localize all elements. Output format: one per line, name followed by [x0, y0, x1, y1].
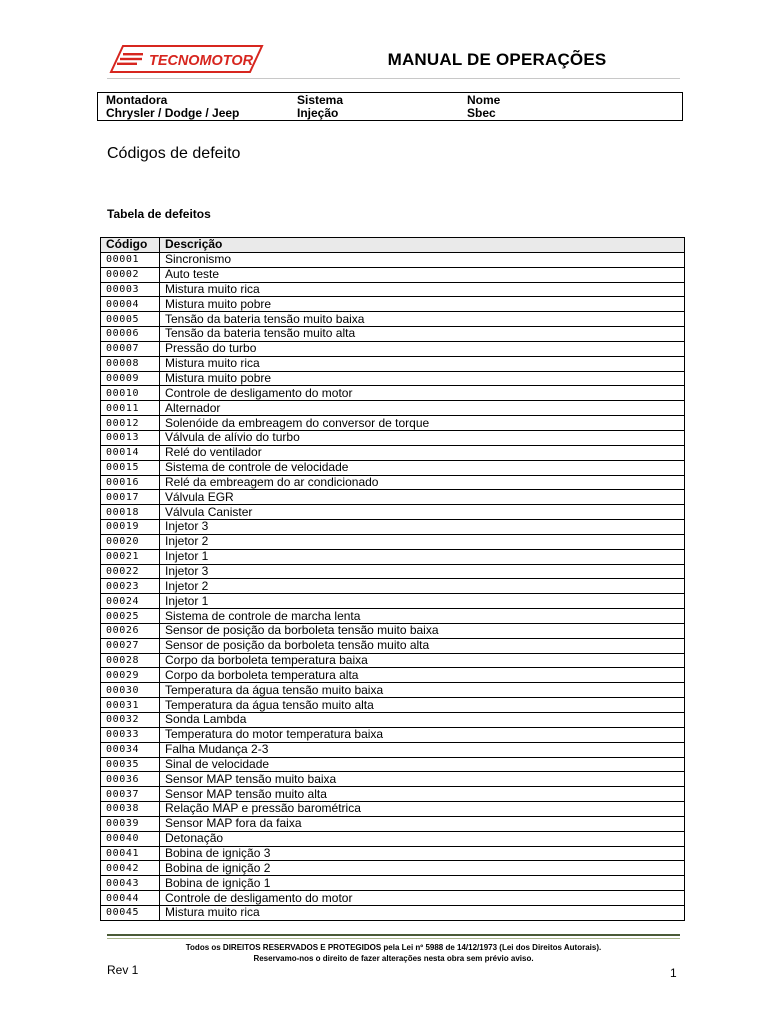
defect-description: Solenóide da embreagem do conversor de torque	[160, 416, 685, 431]
defect-code: 00006	[101, 327, 160, 342]
defect-description: Bobina de ignição 1	[160, 876, 685, 891]
table-row	[101, 683, 685, 698]
defect-description: Mistura muito rica	[160, 356, 685, 371]
page-number: 1	[670, 966, 677, 980]
table-row	[101, 579, 685, 594]
defect-description: Mistura muito pobre	[160, 371, 685, 386]
defect-code: 00005	[101, 312, 160, 327]
label-sistema: Sistema	[297, 93, 344, 107]
table-row	[101, 430, 685, 445]
defect-code: 00041	[101, 846, 160, 861]
defect-code: 00025	[101, 609, 160, 624]
defect-table	[100, 237, 685, 921]
table-row	[101, 668, 685, 683]
defect-code: 00012	[101, 416, 160, 431]
table-row	[101, 371, 685, 386]
defect-description: Relé da embreagem do ar condicionado	[160, 475, 685, 490]
tecnomotor-logo	[109, 44, 264, 74]
defect-description: Sensor MAP tensão muito alta	[160, 787, 685, 802]
defect-code: 00038	[101, 802, 160, 817]
defect-code: 00040	[101, 831, 160, 846]
table-row	[101, 445, 685, 460]
table-row	[101, 520, 685, 535]
defect-code: 00029	[101, 668, 160, 683]
defect-code: 00043	[101, 876, 160, 891]
table-row	[101, 831, 685, 846]
defect-description: Relação MAP e pressão barométrica	[160, 802, 685, 817]
value-montadora: Chrysler / Dodge / Jeep	[106, 106, 240, 120]
defect-code: 00015	[101, 460, 160, 475]
defect-description: Alternador	[160, 401, 685, 416]
label-nome: Nome	[467, 93, 501, 107]
defect-description: Sistema de controle de marcha lenta	[160, 609, 685, 624]
defect-description: Válvula de alívio do turbo	[160, 430, 685, 445]
defect-description: Temperatura da água tensão muito alta	[160, 698, 685, 713]
value-nome: Sbec	[467, 106, 496, 120]
table-row	[101, 401, 685, 416]
defect-description: Mistura muito pobre	[160, 297, 685, 312]
table-row	[101, 772, 685, 787]
defect-description: Bobina de ignição 3	[160, 846, 685, 861]
defect-description: Temperatura da água tensão muito baixa	[160, 683, 685, 698]
defect-code: 00034	[101, 742, 160, 757]
label-montadora: Montadora	[106, 93, 168, 107]
table-row	[101, 594, 685, 609]
defect-description: Sinal de velocidade	[160, 757, 685, 772]
logo-text: TECNOMOTOR	[149, 52, 254, 69]
defect-description: Válvula EGR	[160, 490, 685, 505]
defect-code: 00002	[101, 267, 160, 282]
table-row	[101, 549, 685, 564]
table-row	[101, 386, 685, 401]
defect-description: Controle de desligamento do motor	[160, 891, 685, 906]
defect-code: 00011	[101, 401, 160, 416]
table-row	[101, 653, 685, 668]
table-body	[101, 252, 685, 920]
table-row	[101, 623, 685, 638]
defect-code: 00021	[101, 549, 160, 564]
defect-code: 00001	[101, 252, 160, 267]
table-row	[101, 252, 685, 267]
table-row	[101, 713, 685, 728]
table-row	[101, 861, 685, 876]
defect-code: 00017	[101, 490, 160, 505]
table-row	[101, 816, 685, 831]
defect-description: Sistema de controle de velocidade	[160, 460, 685, 475]
table-row	[101, 564, 685, 579]
defect-description: Bobina de ignição 2	[160, 861, 685, 876]
defect-description: Mistura muito rica	[160, 282, 685, 297]
defect-description: Injetor 3	[160, 564, 685, 579]
table-row	[101, 876, 685, 891]
defect-code: 00018	[101, 505, 160, 520]
defect-description: Válvula Canister	[160, 505, 685, 520]
column-header-code: Código	[101, 238, 160, 253]
table-row	[101, 757, 685, 772]
table-row	[101, 297, 685, 312]
defect-code: 00042	[101, 861, 160, 876]
defect-code: 00037	[101, 787, 160, 802]
table-row	[101, 282, 685, 297]
defect-code: 00013	[101, 430, 160, 445]
defect-code: 00031	[101, 698, 160, 713]
defect-description: Sensor de posição da borboleta tensão muito baixa	[160, 623, 685, 638]
defect-code: 00020	[101, 534, 160, 549]
table-row	[101, 267, 685, 282]
table-row	[101, 609, 685, 624]
defect-code: 00026	[101, 623, 160, 638]
table-row	[101, 846, 685, 861]
table-row	[101, 327, 685, 342]
defect-code: 00045	[101, 905, 160, 920]
defect-description: Mistura muito rica	[160, 905, 685, 920]
defect-description: Corpo da borboleta temperatura alta	[160, 668, 685, 683]
table-row	[101, 638, 685, 653]
defect-code: 00009	[101, 371, 160, 386]
table-row	[101, 742, 685, 757]
table-row	[101, 891, 685, 906]
table-row	[101, 505, 685, 520]
revision-label: Rev 1	[107, 963, 139, 977]
defect-description: Sensor de posição da borboleta tensão muito alta	[160, 638, 685, 653]
table-row	[101, 727, 685, 742]
table-row	[101, 416, 685, 431]
defect-code: 00004	[101, 297, 160, 312]
defect-code: 00016	[101, 475, 160, 490]
table-row	[101, 356, 685, 371]
table-row	[101, 787, 685, 802]
defect-description: Injetor 3	[160, 520, 685, 535]
page-title: MANUAL DE OPERAÇÕES	[387, 50, 607, 69]
defect-description: Sensor MAP tensão muito baixa	[160, 772, 685, 787]
defect-code: 00027	[101, 638, 160, 653]
footer-divider	[107, 934, 680, 936]
table-row	[101, 490, 685, 505]
defect-code: 00007	[101, 341, 160, 356]
defect-description: Pressão do turbo	[160, 341, 685, 356]
defect-description: Sincronismo	[160, 252, 685, 267]
defect-code: 00014	[101, 445, 160, 460]
table-row	[101, 905, 685, 920]
defect-description: Sensor MAP fora da faixa	[160, 816, 685, 831]
defect-code: 00030	[101, 683, 160, 698]
defect-description: Detonação	[160, 831, 685, 846]
defect-code: 00019	[101, 520, 160, 535]
table-title: Tabela de defeitos	[107, 207, 211, 221]
defect-description: Tensão da bateria tensão muito baixa	[160, 312, 685, 327]
defect-code: 00008	[101, 356, 160, 371]
defect-description: Corpo da borboleta temperatura baixa	[160, 653, 685, 668]
column-header-description: Descrição	[160, 238, 685, 253]
info-box	[97, 92, 683, 121]
table-row	[101, 534, 685, 549]
defect-code: 00035	[101, 757, 160, 772]
defect-description: Controle de desligamento do motor	[160, 386, 685, 401]
table-header-row	[101, 238, 685, 253]
table-row	[101, 341, 685, 356]
defect-code: 00022	[101, 564, 160, 579]
defect-description: Temperatura do motor temperatura baixa	[160, 727, 685, 742]
page-header	[107, 40, 680, 78]
defect-description: Tensão da bateria tensão muito alta	[160, 327, 685, 342]
value-sistema: Injeção	[297, 106, 339, 120]
defect-description: Injetor 2	[160, 579, 685, 594]
defect-code: 00039	[101, 816, 160, 831]
defect-description: Sonda Lambda	[160, 713, 685, 728]
defect-description: Auto teste	[160, 267, 685, 282]
table-row	[101, 312, 685, 327]
defect-code: 00024	[101, 594, 160, 609]
defect-description: Injetor 1	[160, 594, 685, 609]
rights-notice: Reservamo-nos o direito de fazer alterações nesta obra sem prévio aviso.	[253, 954, 534, 963]
table-row	[101, 698, 685, 713]
defect-code: 00032	[101, 713, 160, 728]
defect-description: Falha Mudança 2-3	[160, 742, 685, 757]
table-row	[101, 460, 685, 475]
defect-code: 00028	[101, 653, 160, 668]
defect-description: Injetor 1	[160, 549, 685, 564]
defect-code: 00023	[101, 579, 160, 594]
defect-description: Injetor 2	[160, 534, 685, 549]
copyright-notice: Todos os DIREITOS RESERVADOS E PROTEGIDOS pela Lei nº 5988 de 14/12/1973 (Lei dos Direitos Autorais).	[185, 943, 602, 952]
defect-code: 00044	[101, 891, 160, 906]
defect-code: 00003	[101, 282, 160, 297]
footer-divider-light	[107, 938, 680, 939]
defect-code: 00033	[101, 727, 160, 742]
header-divider	[107, 78, 680, 79]
section-title: Códigos de defeito	[107, 145, 241, 162]
defect-description: Relé do ventilador	[160, 445, 685, 460]
defect-code: 00036	[101, 772, 160, 787]
table-row	[101, 802, 685, 817]
table-row	[101, 475, 685, 490]
defect-code: 00010	[101, 386, 160, 401]
